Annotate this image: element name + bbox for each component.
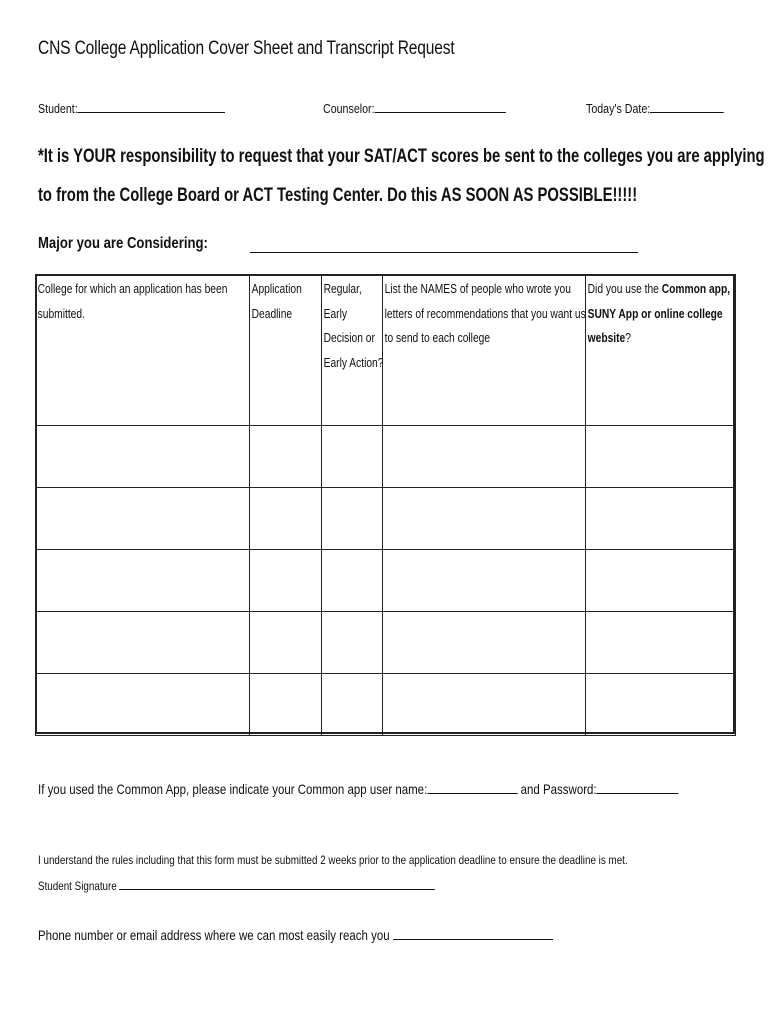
table-row[interactable] <box>36 550 736 612</box>
counselor-line[interactable] <box>375 100 506 113</box>
date-label: Today's Date: <box>586 101 651 116</box>
counselor-field[interactable] <box>323 100 506 116</box>
major-label: Major you are Considering: <box>38 235 208 252</box>
password-label: and Password: <box>520 781 597 797</box>
notice-line-1: *It is YOUR responsibility to request that your SAT/ACT scores be sent to the colleges you are applying <box>38 146 765 167</box>
contact-line[interactable] <box>393 927 553 940</box>
date-field[interactable] <box>586 100 724 116</box>
application-table <box>35 274 736 736</box>
signature-label: Student Signature <box>38 879 117 893</box>
counselor-label: Counselor: <box>323 101 375 116</box>
page-title: CNS College Application Cover Sheet and Transcript Request <box>38 38 455 59</box>
signature-line[interactable] <box>120 877 436 890</box>
username-line[interactable] <box>427 781 517 794</box>
header-deadline: Application Deadline <box>250 275 322 426</box>
signature-field[interactable] <box>38 877 435 893</box>
header-college: College for which an application has been submitted. <box>36 275 250 426</box>
header-application-method: Did you use the Common app, SUNY App or online college website? <box>586 275 736 426</box>
common-app-line <box>38 781 679 797</box>
date-line[interactable] <box>650 100 724 113</box>
common-app-text: If you used the Common App, please indicate your Common app user name: <box>38 781 428 797</box>
table-row[interactable] <box>36 612 736 674</box>
contact-label: Phone number or email address where we can most easily reach you <box>38 927 390 943</box>
student-line[interactable] <box>78 100 226 113</box>
table-header-row <box>36 275 736 426</box>
contact-field[interactable] <box>38 927 553 943</box>
table-row[interactable] <box>36 426 736 488</box>
table-row[interactable] <box>36 674 736 736</box>
major-input-line[interactable] <box>250 252 638 253</box>
student-field[interactable] <box>38 100 225 116</box>
table-row[interactable] <box>36 488 736 550</box>
notice-line-2: to from the College Board or ACT Testing Center. Do this AS SOON AS POSSIBLE!!!!! <box>38 185 638 206</box>
header-recommendations: List the NAMES of people who wrote you letters of recommendations that you want us to send to each college <box>383 275 586 426</box>
student-label: Student: <box>38 101 78 116</box>
header-decision-type: Regular, Early Decision or Early Action? <box>322 275 383 426</box>
rules-text: I understand the rules including that this form must be submitted 2 weeks prior to the application deadline to ensure the deadline is met. <box>38 853 628 867</box>
password-line[interactable] <box>597 781 679 794</box>
